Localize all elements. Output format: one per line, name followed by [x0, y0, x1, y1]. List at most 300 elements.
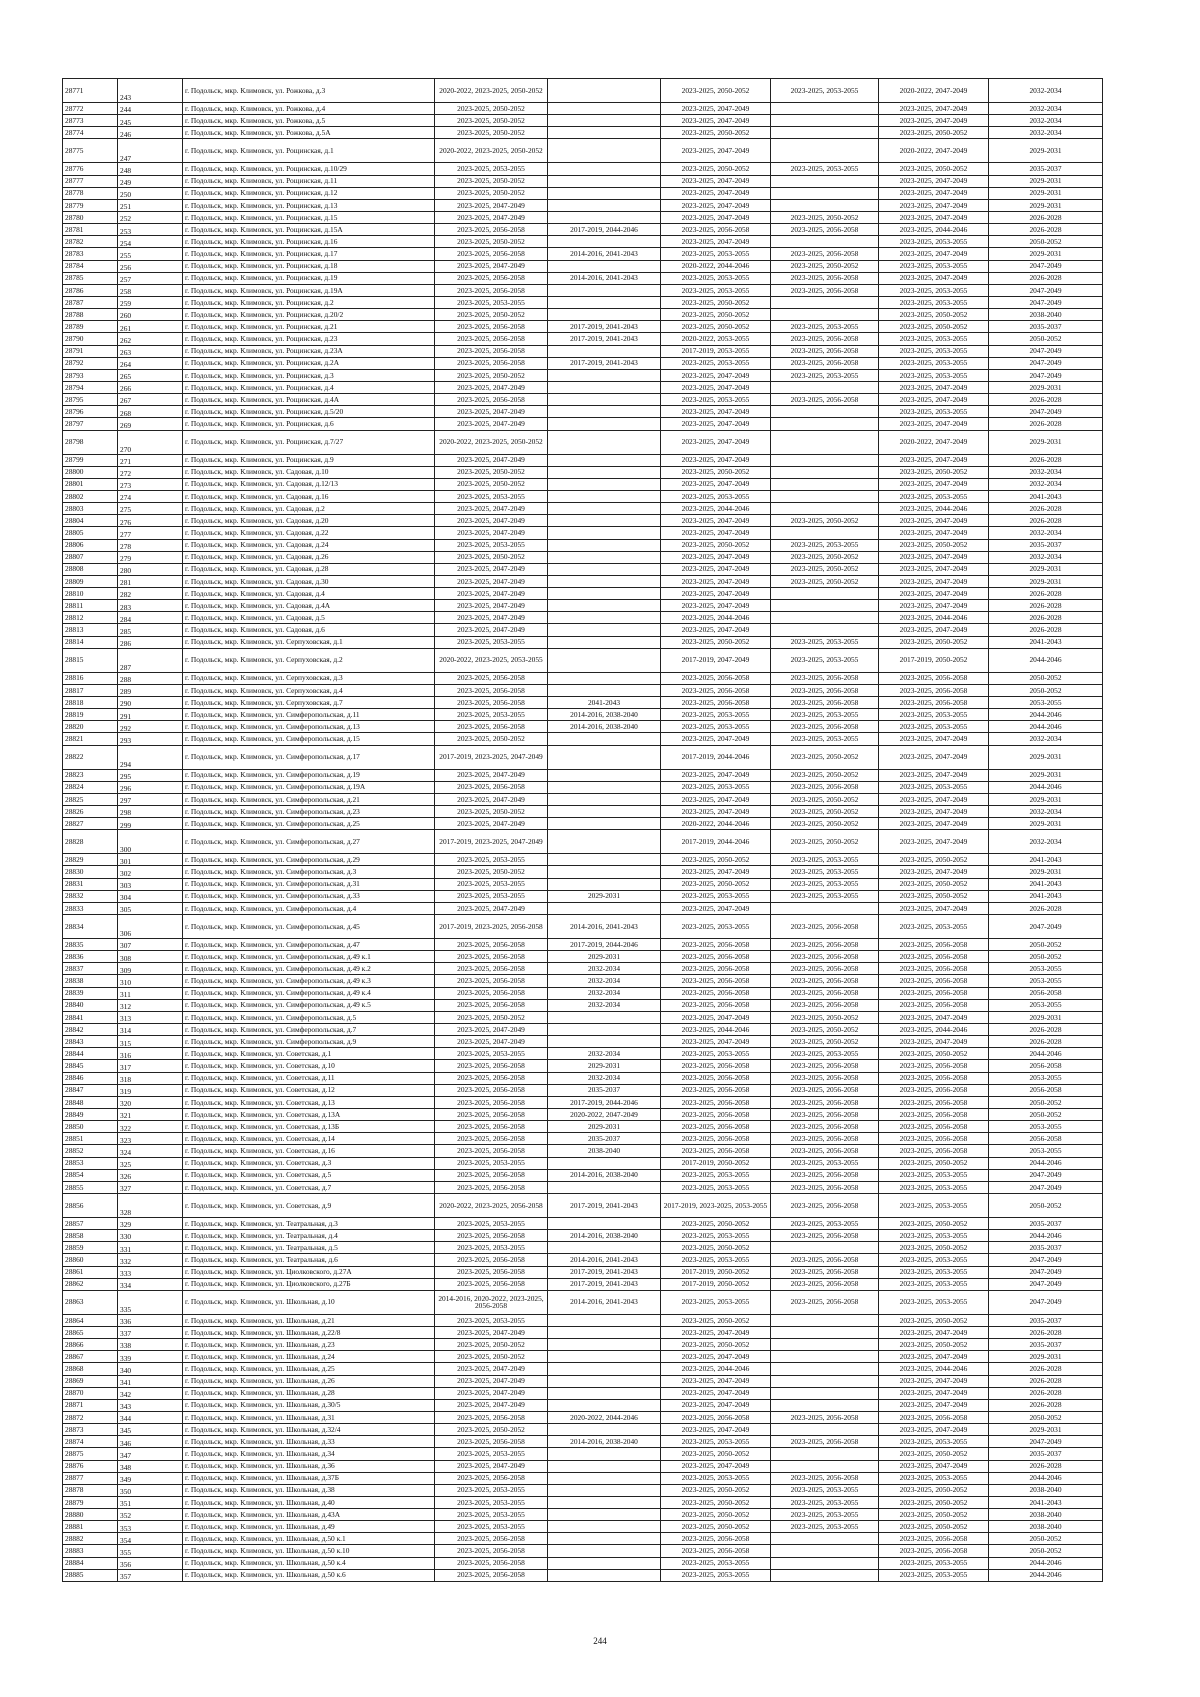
row-id-cell: 28876 — [63, 1460, 118, 1472]
period-6-cell: 2032-2034 — [989, 466, 1103, 478]
period-2-cell: 2017-2019, 2044-2046 — [548, 1096, 661, 1108]
period-3-cell: 2023-2025, 2053-2055 — [661, 272, 771, 284]
period-4-cell: 2023-2025, 2056-2058 — [771, 721, 879, 733]
row-number-cell: 249 — [118, 175, 183, 187]
period-1-cell: 2023-2025, 2056-2058 — [435, 721, 548, 733]
period-6-cell: 2026-2028 — [989, 902, 1103, 914]
address-cell: г. Подольск, мкр. Климовск, ул. Симферопольская, д.21 — [183, 793, 435, 805]
period-6-cell: 2041-2043 — [989, 636, 1103, 648]
address-cell: г. Подольск, мкр. Климовск, ул. Рощинская, д.10/29 — [183, 163, 435, 175]
period-5-cell: 2023-2025, 2056-2058 — [879, 684, 989, 696]
table-row — [63, 187, 1103, 199]
table-row — [63, 1314, 1103, 1326]
table-row — [63, 309, 1103, 321]
row-number-cell: 350 — [118, 1484, 183, 1496]
table-row — [63, 697, 1103, 709]
address-cell: г. Подольск, мкр. Климовск, ул. Рожкова, д.4 — [183, 103, 435, 115]
period-4-cell: 2023-2025, 2053-2055 — [771, 709, 879, 721]
period-1-cell: 2023-2025, 2056-2058 — [435, 1108, 548, 1120]
period-1-cell: 2023-2025, 2047-2049 — [435, 260, 548, 272]
table-row — [63, 1145, 1103, 1157]
address-cell: г. Подольск, мкр. Климовск, ул. Симферопольская, д.49 к.5 — [183, 999, 435, 1011]
period-5-cell: 2023-2025, 2056-2058 — [879, 963, 989, 975]
period-1-cell: 2023-2025, 2056-2058 — [435, 1121, 548, 1133]
row-id-cell: 28826 — [63, 806, 118, 818]
period-5-cell: 2023-2025, 2053-2055 — [879, 284, 989, 296]
table-row — [63, 1266, 1103, 1278]
address-cell: г. Подольск, мкр. Климовск, ул. Циолковского, д.27А — [183, 1266, 435, 1278]
period-1-cell: 2023-2025, 2056-2058 — [435, 999, 548, 1011]
period-4-cell — [771, 175, 879, 187]
period-1-cell: 2023-2025, 2047-2049 — [435, 1387, 548, 1399]
period-5-cell: 2023-2025, 2047-2049 — [879, 600, 989, 612]
period-5-cell: 2023-2025, 2047-2049 — [879, 1460, 989, 1472]
period-4-cell — [771, 588, 879, 600]
period-3-cell: 2023-2025, 2056-2058 — [661, 1096, 771, 1108]
period-2-cell: 2014-2016, 2038-2040 — [548, 721, 661, 733]
period-1-cell: 2023-2025, 2047-2049 — [435, 527, 548, 539]
row-number-cell: 248 — [118, 163, 183, 175]
period-5-cell: 2023-2025, 2050-2052 — [879, 1048, 989, 1060]
period-2-cell: 2032-2034 — [548, 1048, 661, 1060]
period-5-cell: 2023-2025, 2056-2058 — [879, 1072, 989, 1084]
period-4-cell: 2023-2025, 2056-2058 — [771, 1060, 879, 1072]
row-number-cell: 330 — [118, 1230, 183, 1242]
period-2-cell — [548, 1326, 661, 1338]
row-id-cell: 28784 — [63, 260, 118, 272]
address-cell: г. Подольск, мкр. Климовск, ул. Садовая, д.28 — [183, 563, 435, 575]
address-cell: г. Подольск, мкр. Климовск, ул. Садовая, д.5 — [183, 612, 435, 624]
period-6-cell: 2032-2034 — [989, 551, 1103, 563]
period-6-cell: 2044-2046 — [989, 1230, 1103, 1242]
period-3-cell: 2023-2025, 2047-2049 — [661, 1326, 771, 1338]
table-row — [63, 999, 1103, 1011]
period-6-cell: 2044-2046 — [989, 1048, 1103, 1060]
period-3-cell: 2023-2025, 2050-2052 — [661, 1448, 771, 1460]
table-row — [63, 1460, 1103, 1472]
period-1-cell: 2023-2025, 2047-2049 — [435, 418, 548, 430]
table-row — [63, 539, 1103, 551]
period-3-cell: 2023-2025, 2047-2049 — [661, 902, 771, 914]
period-5-cell: 2023-2025, 2047-2049 — [879, 1399, 989, 1411]
row-id-cell: 28831 — [63, 878, 118, 890]
period-2-cell: 2032-2034 — [548, 999, 661, 1011]
address-cell: г. Подольск, мкр. Климовск, ул. Рощинская, д.12 — [183, 187, 435, 199]
period-4-cell — [771, 1339, 879, 1351]
row-number-cell: 306 — [118, 915, 183, 939]
address-cell: г. Подольск, мкр. Климовск, ул. Советская, д.7 — [183, 1181, 435, 1193]
period-1-cell: 2023-2025, 2056-2058 — [435, 394, 548, 406]
period-6-cell: 2056-2058 — [989, 1084, 1103, 1096]
row-number-cell: 296 — [118, 781, 183, 793]
period-1-cell: 2023-2025, 2056-2058 — [435, 1072, 548, 1084]
table-row — [63, 248, 1103, 260]
period-3-cell: 2023-2025, 2047-2049 — [661, 793, 771, 805]
address-cell: г. Подольск, мкр. Климовск, ул. Рощинская, д.4 — [183, 381, 435, 393]
period-1-cell: 2023-2025, 2047-2049 — [435, 1399, 548, 1411]
table-row — [63, 296, 1103, 308]
period-4-cell: 2023-2025, 2050-2052 — [771, 563, 879, 575]
period-4-cell: 2023-2025, 2050-2052 — [771, 769, 879, 781]
period-1-cell: 2017-2019, 2023-2025, 2056-2058 — [435, 915, 548, 939]
table-row — [63, 1472, 1103, 1484]
period-1-cell: 2023-2025, 2056-2058 — [435, 1133, 548, 1145]
table-row — [63, 1157, 1103, 1169]
table-row — [63, 406, 1103, 418]
row-id-cell: 28840 — [63, 999, 118, 1011]
period-2-cell: 2020-2022, 2047-2049 — [548, 1108, 661, 1120]
period-4-cell — [771, 1314, 879, 1326]
period-5-cell: 2023-2025, 2053-2055 — [879, 1278, 989, 1290]
period-3-cell: 2023-2025, 2047-2049 — [661, 406, 771, 418]
period-5-cell: 2023-2025, 2056-2058 — [879, 1108, 989, 1120]
period-2-cell — [548, 211, 661, 223]
row-number-cell: 251 — [118, 199, 183, 211]
address-cell: г. Подольск, мкр. Климовск, ул. Симферопольская, д.4 — [183, 902, 435, 914]
period-2-cell: 2017-2019, 2041-2043 — [548, 1266, 661, 1278]
period-1-cell: 2023-2025, 2050-2052 — [435, 866, 548, 878]
period-3-cell: 2023-2025, 2056-2058 — [661, 672, 771, 684]
table-row — [63, 430, 1103, 454]
row-number-cell: 243 — [118, 79, 183, 103]
period-3-cell: 2023-2025, 2053-2055 — [661, 1048, 771, 1060]
row-id-cell: 28861 — [63, 1266, 118, 1278]
period-6-cell: 2044-2046 — [989, 709, 1103, 721]
row-number-cell: 250 — [118, 187, 183, 199]
period-5-cell: 2023-2025, 2047-2049 — [879, 175, 989, 187]
period-3-cell: 2023-2025, 2047-2049 — [661, 588, 771, 600]
period-1-cell: 2023-2025, 2056-2058 — [435, 939, 548, 951]
period-6-cell: 2032-2034 — [989, 806, 1103, 818]
period-5-cell: 2023-2025, 2047-2049 — [879, 248, 989, 260]
row-id-cell: 28832 — [63, 890, 118, 902]
period-5-cell: 2023-2025, 2050-2052 — [879, 1157, 989, 1169]
period-5-cell: 2023-2025, 2047-2049 — [879, 1011, 989, 1023]
row-number-cell: 333 — [118, 1266, 183, 1278]
period-5-cell: 2020-2022, 2047-2049 — [879, 430, 989, 454]
address-cell: г. Подольск, мкр. Климовск, ул. Рощинская, д.2А — [183, 357, 435, 369]
period-3-cell: 2023-2025, 2047-2049 — [661, 769, 771, 781]
period-3-cell: 2023-2025, 2053-2055 — [661, 1169, 771, 1181]
period-2-cell — [548, 878, 661, 890]
table-row — [63, 369, 1103, 381]
period-3-cell: 2023-2025, 2047-2049 — [661, 199, 771, 211]
period-4-cell: 2023-2025, 2053-2055 — [771, 854, 879, 866]
table-row — [63, 1436, 1103, 1448]
period-4-cell: 2023-2025, 2053-2055 — [771, 1484, 879, 1496]
row-number-cell: 352 — [118, 1509, 183, 1521]
period-4-cell — [771, 1424, 879, 1436]
period-1-cell: 2023-2025, 2050-2052 — [435, 309, 548, 321]
period-6-cell: 2026-2028 — [989, 224, 1103, 236]
period-2-cell — [548, 866, 661, 878]
row-id-cell: 28833 — [63, 902, 118, 914]
row-id-cell: 28871 — [63, 1399, 118, 1411]
period-6-cell: 2047-2049 — [989, 369, 1103, 381]
row-id-cell: 28828 — [63, 830, 118, 854]
period-4-cell — [771, 103, 879, 115]
address-cell: г. Подольск, мкр. Климовск, ул. Школьная, д.50 к.4 — [183, 1557, 435, 1569]
period-4-cell: 2023-2025, 2056-2058 — [771, 672, 879, 684]
period-6-cell: 2047-2049 — [989, 1278, 1103, 1290]
address-cell: г. Подольск, мкр. Климовск, ул. Советская, д.10 — [183, 1060, 435, 1072]
row-id-cell: 28777 — [63, 175, 118, 187]
period-6-cell: 2047-2049 — [989, 296, 1103, 308]
period-5-cell: 2023-2025, 2050-2052 — [879, 1521, 989, 1533]
row-number-cell: 311 — [118, 987, 183, 999]
period-5-cell: 2017-2019, 2050-2052 — [879, 648, 989, 672]
period-6-cell: 2035-2037 — [989, 1339, 1103, 1351]
period-4-cell: 2023-2025, 2056-2058 — [771, 333, 879, 345]
period-1-cell: 2023-2025, 2056-2058 — [435, 781, 548, 793]
period-6-cell: 2044-2046 — [989, 1472, 1103, 1484]
period-1-cell: 2023-2025, 2053-2055 — [435, 1496, 548, 1508]
row-number-cell: 324 — [118, 1145, 183, 1157]
period-3-cell: 2023-2025, 2047-2049 — [661, 866, 771, 878]
period-3-cell: 2023-2025, 2053-2055 — [661, 890, 771, 902]
row-number-cell: 287 — [118, 648, 183, 672]
row-number-cell: 266 — [118, 381, 183, 393]
period-6-cell: 2026-2028 — [989, 612, 1103, 624]
address-cell: г. Подольск, мкр. Климовск, ул. Симферопольская, д.49 к.2 — [183, 963, 435, 975]
period-3-cell: 2020-2022, 2044-2046 — [661, 260, 771, 272]
row-id-cell: 28884 — [63, 1557, 118, 1569]
address-cell: г. Подольск, мкр. Климовск, ул. Школьная, д.38 — [183, 1484, 435, 1496]
period-2-cell: 2029-2031 — [548, 890, 661, 902]
address-cell: г. Подольск, мкр. Климовск, ул. Серпуховская, д.2 — [183, 648, 435, 672]
period-4-cell: 2023-2025, 2056-2058 — [771, 684, 879, 696]
period-2-cell — [548, 624, 661, 636]
row-id-cell: 28792 — [63, 357, 118, 369]
table-row — [63, 1193, 1103, 1217]
table-row — [63, 1084, 1103, 1096]
row-number-cell: 292 — [118, 721, 183, 733]
period-3-cell: 2023-2025, 2050-2052 — [661, 296, 771, 308]
table-row — [63, 612, 1103, 624]
period-1-cell: 2023-2025, 2050-2052 — [435, 806, 548, 818]
period-5-cell: 2023-2025, 2056-2058 — [879, 1084, 989, 1096]
period-3-cell: 2023-2025, 2047-2049 — [661, 454, 771, 466]
period-5-cell: 2023-2025, 2050-2052 — [879, 1314, 989, 1326]
period-2-cell — [548, 1424, 661, 1436]
period-3-cell: 2023-2025, 2047-2049 — [661, 115, 771, 127]
period-2-cell — [548, 1011, 661, 1023]
period-1-cell: 2023-2025, 2047-2049 — [435, 1024, 548, 1036]
period-3-cell: 2023-2025, 2047-2049 — [661, 806, 771, 818]
period-6-cell: 2029-2031 — [989, 818, 1103, 830]
period-4-cell: 2023-2025, 2056-2058 — [771, 697, 879, 709]
period-4-cell: 2023-2025, 2050-2052 — [771, 830, 879, 854]
row-id-cell: 28816 — [63, 672, 118, 684]
period-1-cell: 2023-2025, 2056-2058 — [435, 1181, 548, 1193]
row-number-cell: 293 — [118, 733, 183, 745]
period-4-cell — [771, 296, 879, 308]
period-5-cell: 2023-2025, 2056-2058 — [879, 1411, 989, 1423]
period-1-cell: 2023-2025, 2047-2049 — [435, 1363, 548, 1375]
period-6-cell: 2026-2028 — [989, 272, 1103, 284]
period-4-cell: 2023-2025, 2056-2058 — [771, 1290, 879, 1314]
period-3-cell: 2023-2025, 2047-2049 — [661, 1387, 771, 1399]
period-2-cell — [548, 793, 661, 805]
period-4-cell: 2023-2025, 2053-2055 — [771, 1217, 879, 1229]
address-cell: г. Подольск, мкр. Климовск, ул. Садовая, д.2 — [183, 503, 435, 515]
period-1-cell: 2020-2022, 2023-2025, 2050-2052 — [435, 79, 548, 103]
period-2-cell — [548, 1351, 661, 1363]
period-5-cell: 2023-2025, 2047-2049 — [879, 624, 989, 636]
address-cell: г. Подольск, мкр. Климовск, ул. Симферопольская, д.45 — [183, 915, 435, 939]
row-id-cell: 28802 — [63, 490, 118, 502]
period-2-cell — [548, 1509, 661, 1521]
address-cell: г. Подольск, мкр. Климовск, ул. Садовая, д.30 — [183, 575, 435, 587]
address-cell: г. Подольск, мкр. Климовск, ул. Симферопольская, д.33 — [183, 890, 435, 902]
row-number-cell: 340 — [118, 1363, 183, 1375]
period-3-cell: 2023-2025, 2050-2052 — [661, 163, 771, 175]
period-6-cell: 2056-2058 — [989, 1133, 1103, 1145]
period-6-cell: 2050-2052 — [989, 672, 1103, 684]
period-3-cell: 2017-2019, 2023-2025, 2053-2055 — [661, 1193, 771, 1217]
row-id-cell: 28857 — [63, 1217, 118, 1229]
row-number-cell: 290 — [118, 697, 183, 709]
period-4-cell — [771, 466, 879, 478]
period-5-cell: 2023-2025, 2053-2055 — [879, 1557, 989, 1569]
period-6-cell: 2026-2028 — [989, 1036, 1103, 1048]
row-number-cell: 283 — [118, 600, 183, 612]
period-5-cell: 2023-2025, 2047-2049 — [879, 527, 989, 539]
period-2-cell — [548, 1496, 661, 1508]
period-5-cell: 2023-2025, 2047-2049 — [879, 806, 989, 818]
address-cell: г. Подольск, мкр. Климовск, ул. Рожкова, д.5 — [183, 115, 435, 127]
period-3-cell: 2023-2025, 2044-2046 — [661, 503, 771, 515]
period-2-cell — [548, 830, 661, 854]
row-number-cell: 325 — [118, 1157, 183, 1169]
address-cell: г. Подольск, мкр. Климовск, ул. Школьная, д.43А — [183, 1509, 435, 1521]
period-3-cell: 2023-2025, 2056-2058 — [661, 999, 771, 1011]
row-number-cell: 329 — [118, 1217, 183, 1229]
row-number-cell: 285 — [118, 624, 183, 636]
row-number-cell: 331 — [118, 1242, 183, 1254]
period-5-cell: 2023-2025, 2056-2058 — [879, 697, 989, 709]
period-6-cell: 2026-2028 — [989, 1387, 1103, 1399]
row-number-cell: 345 — [118, 1424, 183, 1436]
period-1-cell: 2023-2025, 2047-2049 — [435, 1326, 548, 1338]
address-cell: г. Подольск, мкр. Климовск, ул. Садовая, д.20 — [183, 515, 435, 527]
period-2-cell: 2041-2043 — [548, 697, 661, 709]
period-6-cell: 2053-2055 — [989, 999, 1103, 1011]
row-number-cell: 265 — [118, 369, 183, 381]
period-5-cell: 2023-2025, 2050-2052 — [879, 1339, 989, 1351]
period-3-cell: 2023-2025, 2047-2049 — [661, 575, 771, 587]
period-4-cell: 2023-2025, 2053-2055 — [771, 79, 879, 103]
period-2-cell — [548, 284, 661, 296]
address-cell: г. Подольск, мкр. Климовск, ул. Садовая, д.16 — [183, 490, 435, 502]
table-row — [63, 115, 1103, 127]
address-cell: г. Подольск, мкр. Климовск, ул. Симферопольская, д.49 к.1 — [183, 951, 435, 963]
period-4-cell — [771, 902, 879, 914]
period-6-cell: 2044-2046 — [989, 721, 1103, 733]
table-row — [63, 1363, 1103, 1375]
table-row — [63, 1399, 1103, 1411]
table-row — [63, 1242, 1103, 1254]
address-cell: г. Подольск, мкр. Климовск, ул. Симферопольская, д.7 — [183, 1024, 435, 1036]
address-cell: г. Подольск, мкр. Климовск, ул. Серпуховская, д.7 — [183, 697, 435, 709]
period-5-cell: 2023-2025, 2047-2049 — [879, 866, 989, 878]
period-6-cell: 2026-2028 — [989, 624, 1103, 636]
period-5-cell: 2023-2025, 2056-2058 — [879, 975, 989, 987]
address-cell: г. Подольск, мкр. Климовск, ул. Симферопольская, д.19 — [183, 769, 435, 781]
row-id-cell: 28849 — [63, 1108, 118, 1120]
period-2-cell — [548, 199, 661, 211]
period-4-cell: 2023-2025, 2056-2058 — [771, 1254, 879, 1266]
address-cell: г. Подольск, мкр. Климовск, ул. Симферопольская, д.11 — [183, 709, 435, 721]
period-6-cell: 2050-2052 — [989, 684, 1103, 696]
row-number-cell: 335 — [118, 1290, 183, 1314]
address-cell: г. Подольск, мкр. Климовск, ул. Симферопольская, д.13 — [183, 721, 435, 733]
row-id-cell: 28862 — [63, 1278, 118, 1290]
period-2-cell — [548, 1484, 661, 1496]
table-row — [63, 272, 1103, 284]
row-id-cell: 28781 — [63, 224, 118, 236]
row-id-cell: 28837 — [63, 963, 118, 975]
period-2-cell: 2017-2019, 2041-2043 — [548, 333, 661, 345]
period-3-cell: 2023-2025, 2053-2055 — [661, 357, 771, 369]
period-6-cell: 2050-2052 — [989, 1545, 1103, 1557]
row-id-cell: 28867 — [63, 1351, 118, 1363]
period-5-cell: 2023-2025, 2056-2058 — [879, 1060, 989, 1072]
address-cell: г. Подольск, мкр. Климовск, ул. Театральная, д.4 — [183, 1230, 435, 1242]
row-number-cell: 347 — [118, 1448, 183, 1460]
period-6-cell: 2038-2040 — [989, 1484, 1103, 1496]
row-number-cell: 271 — [118, 454, 183, 466]
table-row — [63, 1108, 1103, 1120]
period-2-cell — [548, 1375, 661, 1387]
table-row — [63, 672, 1103, 684]
period-6-cell: 2026-2028 — [989, 1326, 1103, 1338]
period-2-cell — [548, 394, 661, 406]
table-row — [63, 818, 1103, 830]
period-2-cell — [548, 806, 661, 818]
address-cell: г. Подольск, мкр. Климовск, ул. Рощинская, д.15 — [183, 211, 435, 223]
period-1-cell: 2023-2025, 2053-2055 — [435, 878, 548, 890]
address-cell: г. Подольск, мкр. Климовск, ул. Рощинская, д.5/20 — [183, 406, 435, 418]
period-1-cell: 2023-2025, 2050-2052 — [435, 127, 548, 139]
period-1-cell: 2023-2025, 2053-2055 — [435, 1509, 548, 1521]
period-5-cell: 2023-2025, 2053-2055 — [879, 721, 989, 733]
period-2-cell: 2035-2037 — [548, 1133, 661, 1145]
period-6-cell: 2047-2049 — [989, 345, 1103, 357]
period-4-cell: 2023-2025, 2056-2058 — [771, 1108, 879, 1120]
address-cell: г. Подольск, мкр. Климовск, ул. Симферопольская, д.17 — [183, 745, 435, 769]
period-4-cell — [771, 1326, 879, 1338]
row-id-cell: 28824 — [63, 781, 118, 793]
period-5-cell: 2023-2025, 2047-2049 — [879, 588, 989, 600]
period-6-cell: 2050-2052 — [989, 236, 1103, 248]
period-3-cell: 2017-2019, 2050-2052 — [661, 1266, 771, 1278]
period-1-cell: 2023-2025, 2050-2052 — [435, 551, 548, 563]
table-row — [63, 902, 1103, 914]
row-id-cell: 28841 — [63, 1011, 118, 1023]
table-row — [63, 624, 1103, 636]
period-3-cell: 2017-2019, 2044-2046 — [661, 830, 771, 854]
period-5-cell: 2023-2025, 2047-2049 — [879, 551, 989, 563]
period-3-cell: 2023-2025, 2053-2055 — [661, 1181, 771, 1193]
address-cell: г. Подольск, мкр. Климовск, ул. Садовая, д.24 — [183, 539, 435, 551]
period-3-cell: 2023-2025, 2047-2049 — [661, 381, 771, 393]
period-3-cell: 2023-2025, 2047-2049 — [661, 733, 771, 745]
period-4-cell: 2023-2025, 2056-2058 — [771, 1266, 879, 1278]
period-2-cell — [548, 163, 661, 175]
address-cell: г. Подольск, мкр. Климовск, ул. Школьная, д.31 — [183, 1411, 435, 1423]
period-2-cell — [548, 309, 661, 321]
